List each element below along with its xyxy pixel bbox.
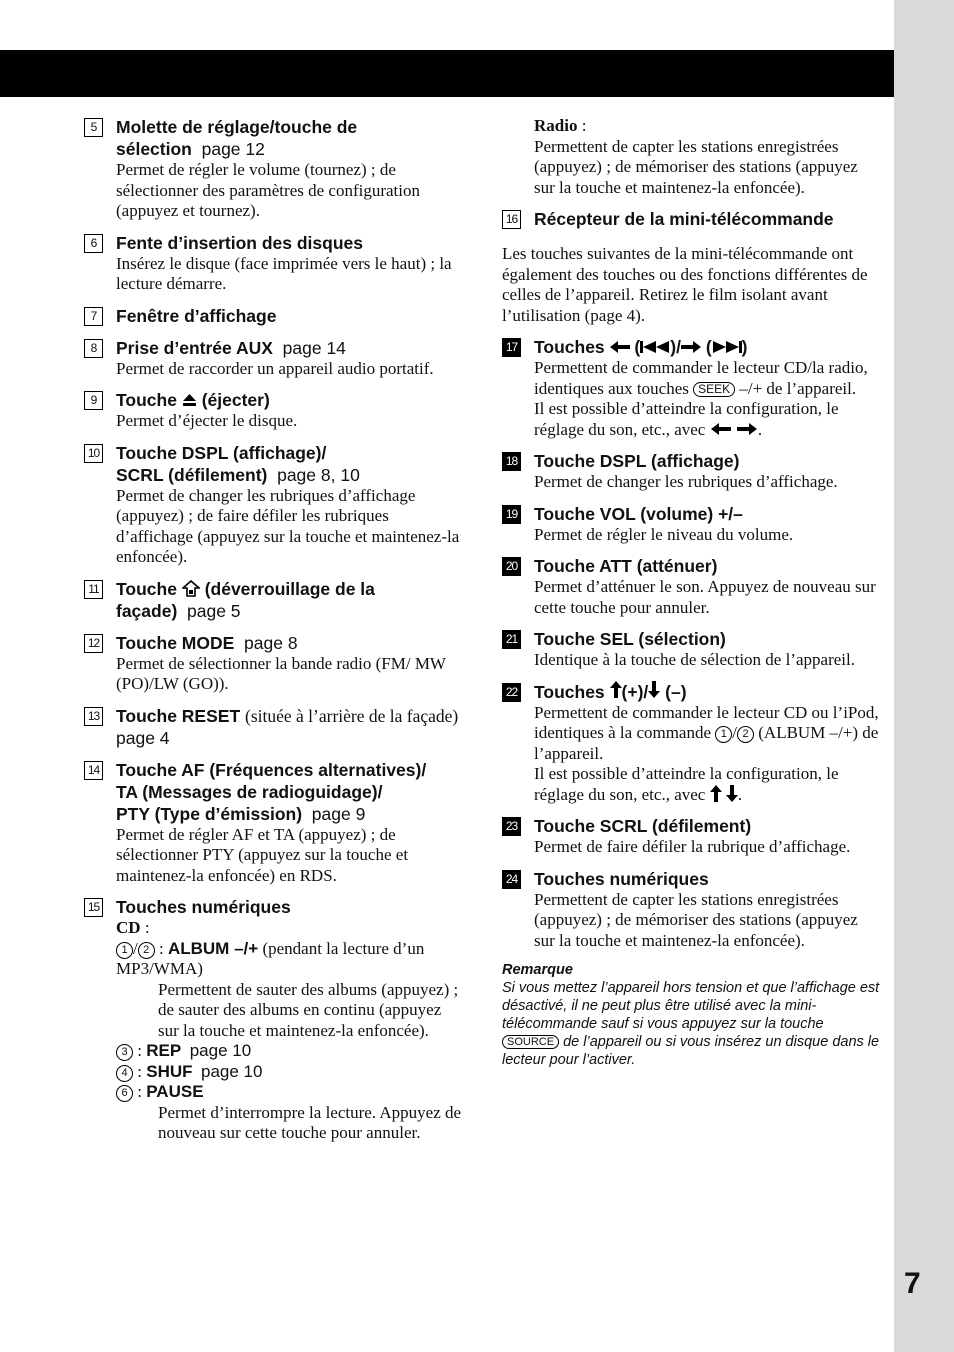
item-14 (84, 759, 464, 887)
item-description: Permet de sélectionner la bande radio (FM/ MW (PO)/LW (GO)). (116, 653, 446, 693)
item-number: 20 (502, 557, 521, 576)
item-title: Touche RESET (située à l’arrière de la façade) page 4 (116, 705, 459, 748)
item-16 (502, 208, 882, 230)
item-22: 22 Touches (+)/ (–) Permettent de commander le lecteur CD ou l’iPod, identiques à la commande 1 / 2 (ALBUM –/+) de l’appareil. Il est possible d’atteindre la configuration, le réglage du son, etc., avec . (502, 681, 882, 806)
right-column (502, 116, 882, 1069)
page-ref: page 4 (116, 727, 170, 748)
item-title: Touches numériques (116, 897, 291, 917)
item-11 (84, 578, 464, 622)
item-title: Touche VOL (volume) +/– (534, 503, 743, 524)
item-18 (502, 450, 882, 493)
seek-key: SEEK (693, 382, 735, 397)
item-number: 19 (502, 505, 521, 524)
next-track-icon (712, 341, 742, 353)
item-number: 9 (84, 391, 103, 410)
key-4: 4 (116, 1065, 133, 1082)
page-ref: page 5 (187, 600, 241, 621)
page-ref: page 9 (311, 803, 366, 824)
item-description: Permet de raccorder un appareil audio portatif. (116, 358, 434, 378)
page-ref: page 8 (244, 632, 298, 653)
item-title: Touches ( )/ ( ) (534, 337, 748, 357)
item-6 (84, 232, 464, 295)
arrow-up-icon (610, 681, 622, 698)
item-title: Récepteur de la mini-télécommande (534, 209, 834, 229)
page-ref: page 10 (201, 1061, 263, 1081)
item-title: Touche ATT (atténuer) (534, 556, 718, 576)
radio-description: Permettent de capter les stations enregistrées (appuyez) ; de mémoriser des stations (appuyez sur la touche et maintenez-la enfoncée). (534, 136, 858, 197)
item-9 (84, 389, 464, 432)
prev-track-icon (640, 341, 670, 353)
item-title: Prise d’entrée AUX page 14 (116, 337, 346, 358)
item-7 (84, 305, 464, 327)
remote-intro: Les touches suivantes de la mini-télécommande ont également des touches ou des fonctions différentes de celles de l’appareil. Retirez le film isolant avant l’utilisation (page 4). (502, 244, 868, 325)
item-23 (502, 815, 882, 858)
item-12 (84, 632, 464, 695)
item-description: Permet de régler le niveau du volume. (534, 524, 794, 544)
item-number: 11 (84, 580, 103, 599)
item-21 (502, 628, 882, 671)
item-title: Fenêtre d’affichage (116, 305, 277, 326)
arrow-left-icon (610, 341, 630, 353)
item-number: 24 (502, 870, 521, 889)
item-description: Permet de régler AF et TA (appuyez) ; de sélectionner PTY (appuyez sur la touche et maintenez-la enfoncée) en RDS. (116, 824, 409, 885)
radio-block: Radio : Permettent de capter les stations enregistrées (appuyez) ; de mémoriser des stations (appuyez sur la touche et maintenez-la enfoncée). (502, 116, 882, 198)
item-description: Permet de changer les rubriques d’affichage (appuyez) ; de faire défiler les rubriques d’affichage (appuyez sur la touche et maintenez-la enfoncée). (116, 485, 460, 566)
page-tab-strip (894, 0, 954, 1352)
key-3: 3 (116, 1044, 133, 1061)
item-number: 21 (502, 630, 521, 649)
item-13 (84, 705, 464, 749)
item-number: 22 (502, 683, 521, 702)
left-column (84, 116, 464, 1154)
item-5 (84, 116, 464, 222)
item-description: Permettent de capter les stations enregistrées (appuyez) ; de mémoriser des stations (appuyez sur la touche et maintenez-la enfoncée). (534, 889, 858, 950)
item-number: 18 (502, 452, 521, 471)
item-title: Touche DSPL (affichage) (534, 451, 740, 471)
item-15: 15 Touches numériques CD : 1 / 2 : ALBUM –/+ (pendant la lecture d’un MP3/WMA) Permettent de sauter des albums (appuyez) ; de sauter des albums en continu (appuyez sur la touche et maintenez-la enfoncée). 3 : REP page 10 4 : SHUF page 10 6 : PAUSE Permet d’interrompre la lecture. Appuyez de nouveau sur cette touche pour annuler. (84, 896, 464, 1144)
item-number: 10 (84, 444, 103, 463)
item-19 (502, 503, 882, 546)
page-ref: page 12 (201, 139, 265, 159)
item-number: 17 (502, 338, 521, 357)
item-17: 17 Touches ( )/ ( ) Permettent de commander le lecteur CD/la radio, identiques aux touches SEEK –/+ de l’appareil. Il est possible d’atteindre la configuration, le réglage du son, etc., avec . (502, 336, 882, 440)
key-2: 2 (737, 726, 754, 743)
source-key: SOURCE (502, 1035, 559, 1049)
item-title: Touche DSPL (affichage)/ SCRL (défilement) page 8, 10 (116, 442, 360, 485)
item-description: Permet de faire défiler la rubrique d’affichage. (534, 837, 851, 856)
release-icon (182, 580, 200, 597)
item-title: Touche (éjecter) (116, 390, 270, 410)
item-description: Permet de changer les rubriques d’affichage. (534, 472, 838, 491)
item-number: 23 (502, 817, 521, 836)
item-title: Touches (+)/ (–) (534, 681, 687, 702)
item-title: Fente d’insertion des disques (116, 232, 363, 253)
note-title: Remarque (502, 962, 573, 978)
item-number: 13 (84, 707, 103, 726)
item-number: 6 (84, 234, 103, 253)
eject-icon (182, 393, 197, 407)
note-text: Si vous mettez l’appareil hors tension et que l’affichage est désactivé, il ne peut plus être utilisé avec la mini-télécommande sauf si vous appuyez sur la touche SOURCE de l’appareil ou si vous insérez un disque dans le lecteur pour l’activer. (502, 980, 880, 1068)
item-description: Permet d’éjecter le disque. (116, 411, 298, 430)
arrow-down-icon (726, 785, 738, 802)
arrow-up-icon (710, 785, 722, 802)
cd-label: CD (116, 918, 141, 937)
arrow-right-icon (681, 341, 701, 353)
page-ref: page 14 (282, 337, 346, 358)
item-title: Touche AF (Fréquences alternatives)/ TA (Messages de radioguidage)/ PTY (Type d’émission) page 9 (116, 759, 427, 824)
item-number: 12 (84, 634, 103, 653)
item-title: Touches numériques (534, 868, 709, 889)
item-title: Molette de réglage/touche de sélection page 12 (116, 117, 358, 159)
key-1: 1 (116, 942, 133, 959)
item-number: 5 (84, 118, 103, 137)
pause-description: Permet d’interrompre la lecture. Appuyez de nouveau sur cette touche pour annuler. (158, 1102, 462, 1142)
arrow-left-icon (710, 423, 732, 435)
item-title: Touche SEL (sélection) (534, 629, 726, 649)
item-20 (502, 555, 882, 618)
header-bar (0, 50, 894, 97)
item-number: 15 (84, 898, 103, 917)
album-description: Permettent de sauter des albums (appuyez) ; de sauter des albums en continu (appuyez sur la touche et maintenez-la enfoncée). (158, 979, 459, 1040)
item-title: Touche MODE page 8 (116, 632, 298, 653)
item-number: 7 (84, 307, 103, 326)
key-2: 2 (138, 942, 155, 959)
item-description: Permet de régler le volume (tournez) ; de sélectionner des paramètres de configuration (appuyez et tournez). (116, 160, 420, 220)
key-6: 6 (116, 1085, 133, 1102)
page-ref: page 8, 10 (277, 464, 360, 485)
item-8 (84, 337, 464, 380)
item-title: Touche SCRL (défilement) (534, 816, 752, 836)
key-1: 1 (715, 726, 732, 743)
item-description: Insérez le disque (face imprimée vers le haut) ; la lecture démarre. (116, 253, 452, 293)
arrow-down-icon (648, 681, 660, 698)
item-number: 16 (502, 210, 521, 229)
item-title: Touche (déverrouillage de la façade) page 5 (116, 578, 375, 621)
page-ref: page 10 (189, 1041, 252, 1060)
item-description: Identique à la touche de sélection de l’appareil. (534, 650, 855, 669)
album-label: ALBUM –/+ (167, 938, 259, 958)
page-number: 7 (904, 1267, 921, 1300)
item-10 (84, 442, 464, 568)
radio-label: Radio (534, 116, 578, 135)
arrow-right-icon (736, 423, 758, 435)
item-24 (502, 868, 882, 952)
item-number: 8 (84, 339, 103, 358)
item-number: 14 (84, 761, 103, 780)
item-description: Permet d’atténuer le son. Appuyez de nouveau sur cette touche pour annuler. (534, 577, 876, 617)
